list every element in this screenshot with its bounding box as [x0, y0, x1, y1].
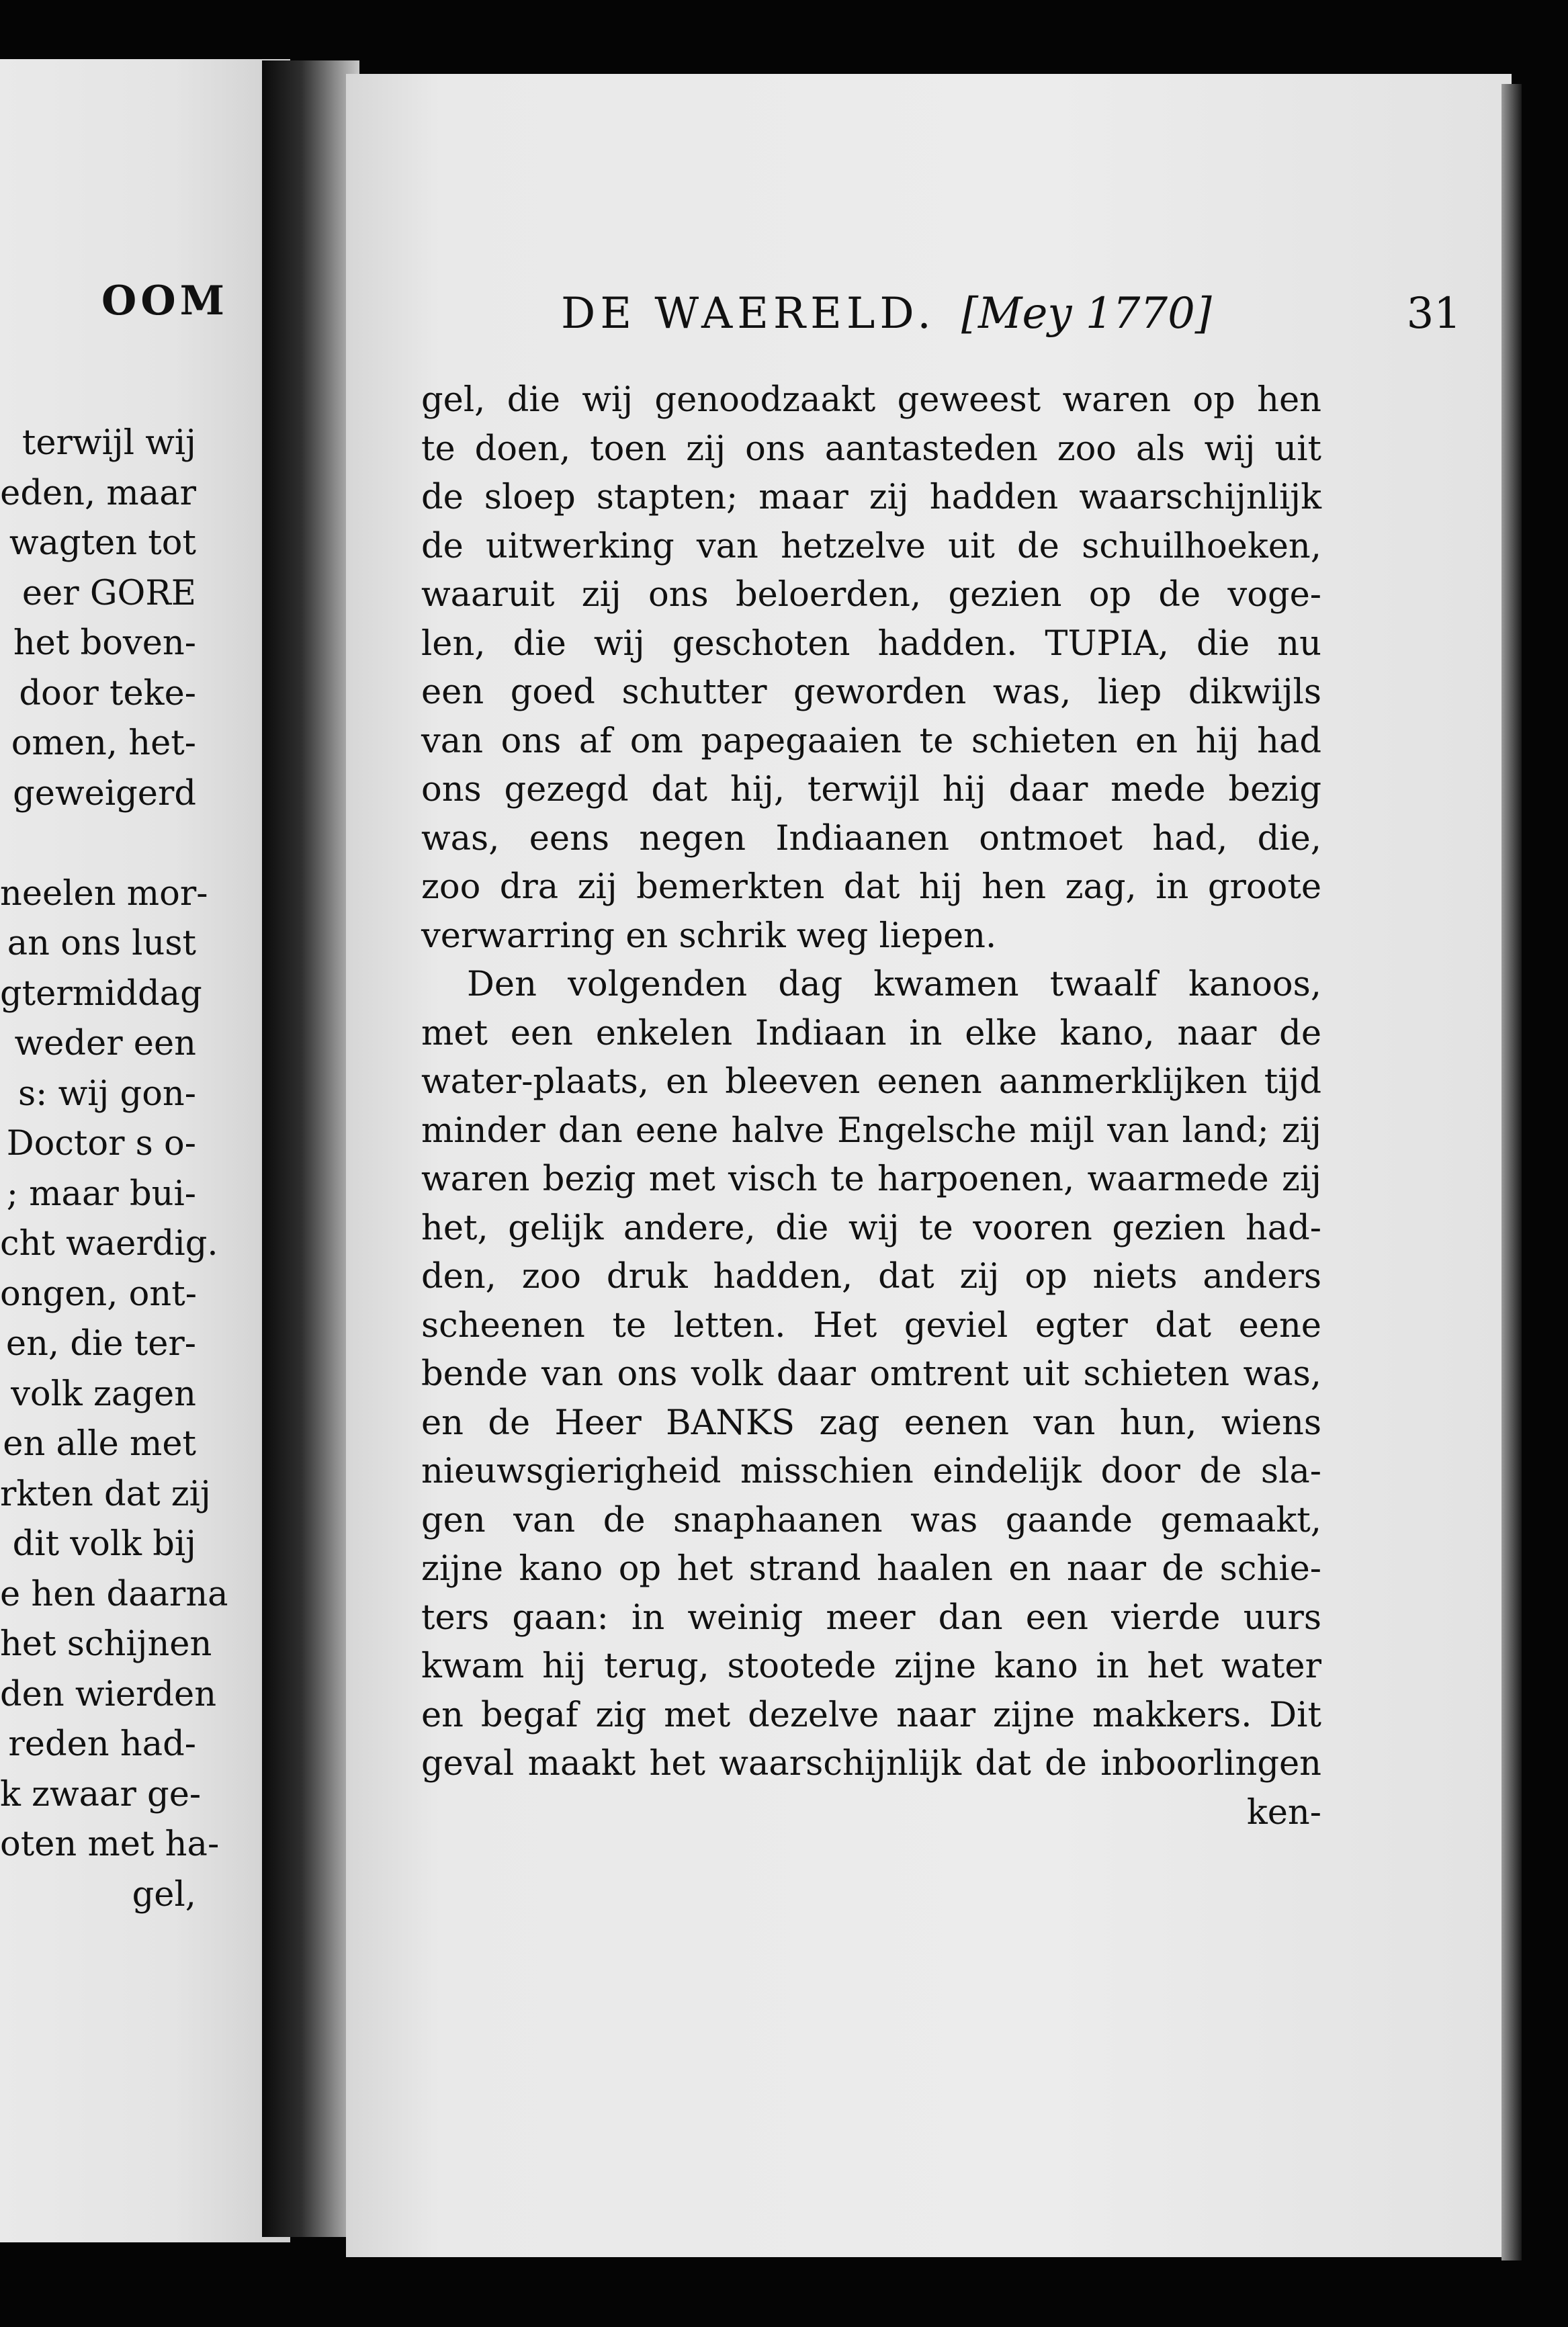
text-line: an ons lust	[7, 924, 196, 963]
text-line: ters gaan: in weinig meer dan een vierde uurs	[421, 1597, 1321, 1638]
text-line: e hen daarna	[0, 1574, 228, 1614]
text-line: kwam hij terug, stootede zijne kano in het water	[421, 1647, 1321, 1686]
text-line: water-plaats, en bleeven eenen aanmerklijken tijd	[421, 1062, 1321, 1102]
left-text-column	[0, 419, 228, 1920]
text-line: door teke-	[19, 673, 196, 713]
text-line: geweigerd	[13, 773, 196, 814]
text-line: en de Heer BANKS zag eenen van hun, wiens	[421, 1403, 1321, 1443]
text-line: volk zagen	[11, 1374, 196, 1414]
text-line: met een enkelen Indiaan in elke kano, naar de	[421, 1013, 1321, 1053]
text-line: den, zoo druk hadden, dat zij op niets anders	[421, 1257, 1321, 1297]
text-line: en begaf zig met dezelve naar zijne makkers. Dit	[421, 1695, 1321, 1735]
text-line: wagten tot	[9, 523, 196, 563]
text-line: s: wij gon-	[18, 1073, 196, 1114]
text-line: een goed schutter geworden was, liep dikwijls	[421, 672, 1321, 712]
text-line: van ons af om papegaaien te schieten en hij had	[421, 721, 1321, 761]
text-line: Doctor s o-	[6, 1124, 196, 1164]
text-line: Den volgenden dag kwamen twaalf kanoos,	[467, 965, 1321, 1004]
text-line: was, eens negen Indiaanen ontmoet had, die,	[421, 818, 1321, 859]
text-line: zoo dra zij bemerkten dat hij hen zag, in groote	[421, 867, 1321, 907]
text-line: het boven-	[13, 623, 196, 663]
text-line: gen van de snaphaanen was gaande gemaakt,	[421, 1500, 1321, 1540]
running-head	[561, 289, 1461, 339]
text-line: zijne kano op het strand haalen en naar de schie-	[421, 1549, 1321, 1589]
text-line: minder dan eene halve Engelsche mijl van land; zij	[421, 1110, 1321, 1151]
text-line: ons gezegd dat hij, terwijl hij daar mede bezig	[421, 770, 1321, 809]
left-running-head: OOM	[101, 277, 228, 324]
page-edge-shadow	[1501, 84, 1522, 2260]
text-line: te doen, toen zij ons aantasteden zoo als wij uit	[421, 429, 1321, 469]
text-line: waaruit zij ons beloerden, gezien op de voge-	[421, 575, 1321, 615]
text-line: dit volk bij	[12, 1524, 196, 1564]
text-line: geval maakt het waarschijnlijk dat de inboorlingen	[421, 1744, 1321, 1784]
text-line: nieuwsgierigheid misschien eindelijk door de sla-	[421, 1452, 1321, 1491]
text-line: gel,	[132, 1874, 196, 1915]
text-line: cht waerdig.	[0, 1224, 218, 1264]
text-line: eer GORE	[21, 573, 196, 613]
text-line: terwijl wij	[21, 423, 196, 463]
text-line: verwarring en schrik weg liepen.	[421, 916, 997, 956]
body-text	[421, 376, 1321, 1837]
text-line: en, die ter-	[5, 1324, 196, 1364]
text-line: waren bezig met visch te harpoenen, waarmede zij	[421, 1159, 1321, 1199]
text-line: rkten dat zij	[0, 1474, 211, 1514]
text-line: en alle met	[3, 1424, 196, 1464]
text-line: eden, maar	[0, 473, 196, 513]
text-line: de uitwerking van hetzelve uit de schuilhoeken,	[421, 526, 1321, 566]
text-line: het schijnen	[0, 1624, 212, 1664]
text-line: gel, die wij genoodzaakt geweest waren op hen	[421, 380, 1321, 420]
page-number: 31	[1406, 289, 1461, 339]
text-line	[0, 819, 196, 869]
text-line: bende van ons volk daar omtrent uit schieten was,	[421, 1354, 1321, 1394]
left-page-fragment	[0, 59, 290, 2242]
text-line: ongen, ont-	[0, 1274, 197, 1314]
text-line: den wierden	[0, 1674, 217, 1714]
text-line: len, die wij geschoten hadden. TUPIA, die nu	[421, 623, 1321, 664]
text-line: omen, het-	[11, 723, 196, 763]
right-page	[346, 74, 1512, 2257]
book-gutter-shadow	[262, 60, 359, 2237]
text-line: het, gelijk andere, die wij te vooren gezien had-	[421, 1208, 1321, 1248]
text-line: weder een	[14, 1024, 196, 1063]
running-date: [Mey 1770]	[961, 289, 1212, 339]
text-line: k zwaar ge-	[0, 1774, 202, 1814]
text-line: scheenen te letten. Het geviel egter dat eene	[421, 1305, 1321, 1346]
text-line: gtermiddag	[0, 973, 202, 1014]
running-title: DE WAERELD.	[561, 289, 936, 339]
text-line: oten met ha-	[0, 1825, 220, 1864]
text-line: neelen mor-	[0, 873, 208, 914]
text-line: reden had-	[8, 1724, 196, 1764]
catchword: ken-	[1246, 1792, 1321, 1833]
text-line: ; maar bui-	[6, 1174, 196, 1214]
text-line: de sloep stapten; maar zij hadden waarschijnlijk	[421, 478, 1321, 517]
